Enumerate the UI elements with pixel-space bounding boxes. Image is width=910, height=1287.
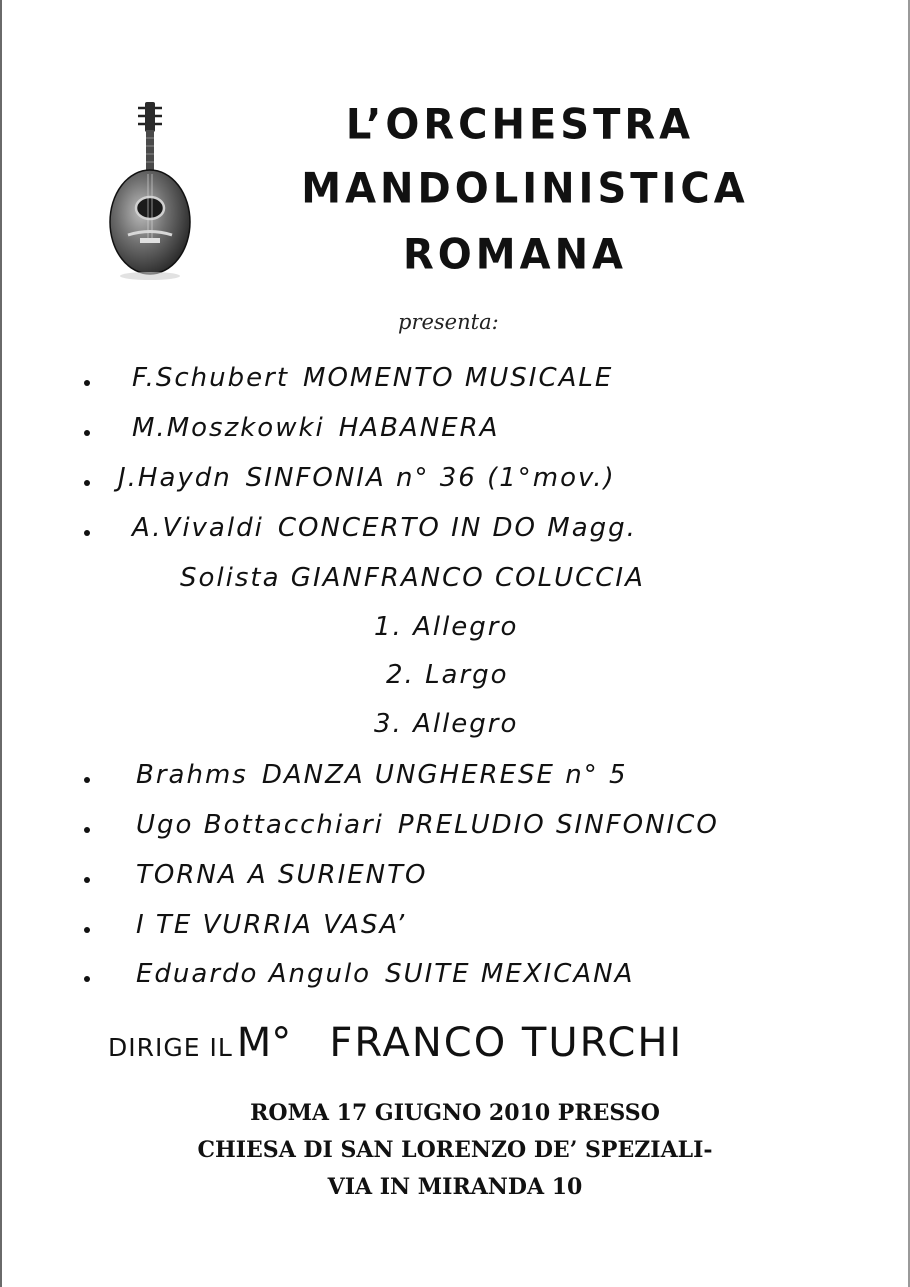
bullet-icon bbox=[84, 877, 90, 883]
page-border-left bbox=[0, 0, 2, 1287]
program-item bbox=[0, 413, 910, 461]
work-title: I TE VURRIA VASA’ bbox=[136, 910, 407, 940]
composer: F.Schubert bbox=[132, 363, 290, 393]
composer: A.Vivaldi bbox=[132, 513, 264, 543]
movement-3: 3. Allegro bbox=[374, 709, 519, 739]
program-item bbox=[0, 959, 910, 1007]
title-line-3: ROMANA bbox=[403, 230, 627, 280]
composer: Eduardo Angulo bbox=[136, 959, 372, 989]
bullet-icon bbox=[84, 480, 90, 486]
footer-address: VIA IN MIRANDA 10 bbox=[327, 1174, 583, 1200]
program-item bbox=[0, 810, 910, 858]
bullet-icon bbox=[84, 976, 90, 982]
program-item bbox=[0, 513, 910, 561]
work-title: MOMENTO MUSICALE bbox=[303, 363, 614, 393]
program-item bbox=[0, 860, 910, 908]
bullet-icon bbox=[84, 827, 90, 833]
work-title: PRELUDIO SINFONICO bbox=[397, 810, 719, 840]
conductor-name: FRANCO TURCHI bbox=[329, 1020, 684, 1066]
work-title: CONCERTO IN DO Magg. bbox=[277, 513, 637, 543]
bullet-icon bbox=[84, 777, 90, 783]
soloist-line: Solista GIANFRANCO COLUCCIA bbox=[180, 563, 645, 593]
conductor-line bbox=[108, 1020, 683, 1066]
work-title: SINFONIA n° 36 (1°mov.) bbox=[245, 463, 616, 493]
footer-venue: CHIESA DI SAN LORENZO DE’ SPEZIALI- bbox=[197, 1137, 713, 1163]
bullet-icon bbox=[84, 380, 90, 386]
bullet-icon bbox=[84, 927, 90, 933]
composer: M.Moszkowki bbox=[132, 413, 325, 443]
work-title: HABANERA bbox=[338, 413, 500, 443]
title-line-1: L’ORCHESTRA bbox=[345, 100, 695, 150]
work-title: DANZA UNGHERESE n° 5 bbox=[261, 760, 628, 790]
presenta-label: presenta: bbox=[398, 310, 499, 334]
title-line-2: MANDOLINISTICA bbox=[301, 164, 749, 214]
work-title: SUITE MEXICANA bbox=[385, 959, 635, 989]
conductor-title: M° bbox=[236, 1020, 292, 1066]
bullet-icon bbox=[84, 530, 90, 536]
composer: Brahms bbox=[136, 760, 248, 790]
movement-2: 2. Largo bbox=[386, 660, 509, 690]
footer-date: ROMA 17 GIUGNO 2010 PRESSO bbox=[250, 1100, 660, 1126]
program-item bbox=[0, 910, 910, 958]
program-item bbox=[0, 463, 910, 511]
program-item bbox=[0, 363, 910, 411]
composer: Ugo Bottacchiari bbox=[136, 810, 384, 840]
bullet-icon bbox=[84, 430, 90, 436]
program-item bbox=[0, 760, 910, 808]
movement-1: 1. Allegro bbox=[374, 612, 519, 642]
conductor-prefix: DIRIGE IL bbox=[108, 1033, 233, 1062]
work-title: TORNA A SURIENTO bbox=[136, 860, 428, 890]
composer: J.Haydn bbox=[118, 463, 232, 493]
